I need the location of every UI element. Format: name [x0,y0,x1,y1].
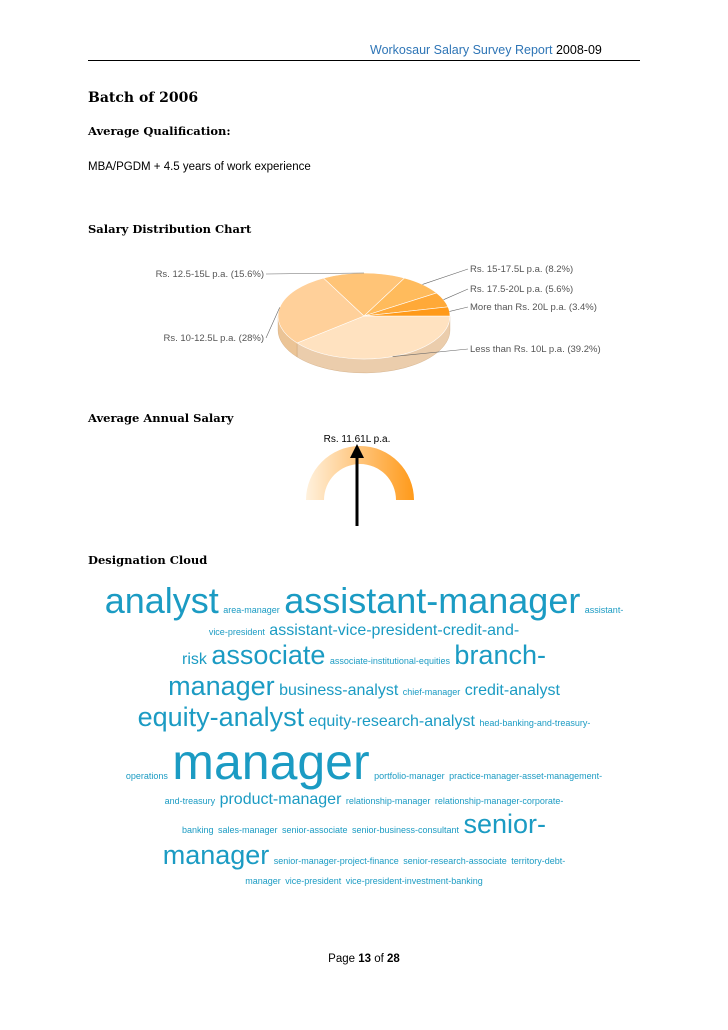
cloud-tag[interactable]: credit-analyst [464,682,560,699]
cloud-tag[interactable]: vice-president [285,876,342,886]
cloud-tag[interactable]: territory-debt- [511,856,566,866]
cloud-tag[interactable]: portfolio-manager [374,771,445,781]
cloud-tag[interactable]: manager [162,840,270,870]
cloud-tag[interactable]: equity-research-analyst [308,713,475,730]
cloud-tag[interactable]: senior-research-associate [403,856,507,866]
cloud-tag[interactable]: senior- [463,809,546,839]
cloud-tag[interactable]: and-treasury [164,796,216,806]
cloud-tag[interactable]: equity-analyst [137,702,305,732]
cloud-tag[interactable]: associate-institutional-equities [329,656,450,666]
average-salary-heading: Average Annual Salary [88,411,234,425]
qualification-text: MBA/PGDM + 4.5 years of work experience [88,161,311,173]
cloud-tag[interactable]: senior-business-consultant [351,825,460,835]
designation-cloud [88,580,640,889]
cloud-line [88,809,640,840]
cloud-line [88,871,640,889]
page-footer [0,953,728,965]
cloud-tag[interactable]: senior-manager-project-finance [273,856,399,866]
report-year: 2008-09 [555,43,602,57]
cloud-tag[interactable]: senior-associate [281,825,348,835]
cloud-line [88,840,640,871]
cloud-tag[interactable]: banking [182,825,214,835]
cloud-tag[interactable]: vice-president [208,627,265,637]
cloud-tag[interactable]: assistant-vice-president-credit-and- [269,622,520,639]
cloud-tag[interactable]: risk [182,651,207,668]
pie-label-4: Rs. 17.5-20L p.a. (5.6%) [470,284,574,295]
pie-leader-line-4 [444,289,468,300]
cloud-tag[interactable]: assistant-manager [284,580,581,621]
pie-label-5: More than Rs. 20L p.a. (3.4%) [470,302,597,313]
cloud-tag[interactable]: sales-manager [217,825,278,835]
cloud-tag[interactable]: product-manager [219,791,342,808]
cloud-tag[interactable]: associate [211,640,326,670]
footer-total-pages: 28 [387,953,400,965]
cloud-tag[interactable]: manager [168,671,275,701]
cloud-tag[interactable]: branch- [454,640,546,670]
cloud-tag[interactable]: relationship-manager [345,796,431,806]
footer-prefix: Page [328,953,356,965]
batch-title: Batch of 2006 [88,90,199,106]
page-header [370,43,602,57]
cloud-tag[interactable]: chief-manager [402,687,461,697]
cloud-tag[interactable]: practice-manager-asset-management- [449,771,603,781]
cloud-line [88,622,640,640]
footer-of: of [374,953,384,965]
cloud-tag[interactable]: area-manager [223,605,280,615]
cloud-tag[interactable]: operations [125,771,168,781]
cloud-tag[interactable]: analyst [104,580,219,621]
pie-leader-line-1 [266,307,280,338]
cloud-tag[interactable]: vice-president-investment-banking [345,876,483,886]
footer-page-number: 13 [358,953,372,965]
cloud-line [88,733,640,791]
salary-distribution-pie-chart [140,256,620,380]
cloud-tag[interactable]: business-analyst [279,682,399,699]
qualification-heading: Average Qualification: [88,124,231,138]
header-divider [88,60,640,61]
cloud-line [88,671,640,702]
designation-cloud-heading: Designation Cloud [88,553,208,567]
pie-label-3: Rs. 15-17.5L p.a. (8.2%) [470,264,574,275]
cloud-tag[interactable]: manager [245,876,281,886]
cloud-line [88,640,640,671]
cloud-tag[interactable]: relationship-manager-corporate- [434,796,564,806]
report-brand: Workosaur Salary Survey Report [370,43,553,57]
pie-leader-line-5 [450,307,468,311]
pie-label-2: Rs. 12.5-15L p.a. (15.6%) [155,269,264,280]
pie-leader-line-3 [422,269,468,284]
cloud-tag[interactable]: assistant- [584,605,624,615]
cloud-line [88,702,640,733]
cloud-tag[interactable]: head-banking-and-treasury- [479,718,591,728]
salary-distribution-heading: Salary Distribution Chart [88,222,252,236]
cloud-line [88,580,640,622]
gauge-value-label: Rs. 11.61L p.a. [323,434,391,445]
pie-label-0: Less than Rs. 10L p.a. (39.2%) [470,344,601,355]
pie-label-1: Rs. 10-12.5L p.a. (28%) [163,333,264,344]
average-salary-gauge [300,434,420,534]
cloud-tag[interactable]: manager [172,734,370,790]
cloud-line [88,791,640,809]
